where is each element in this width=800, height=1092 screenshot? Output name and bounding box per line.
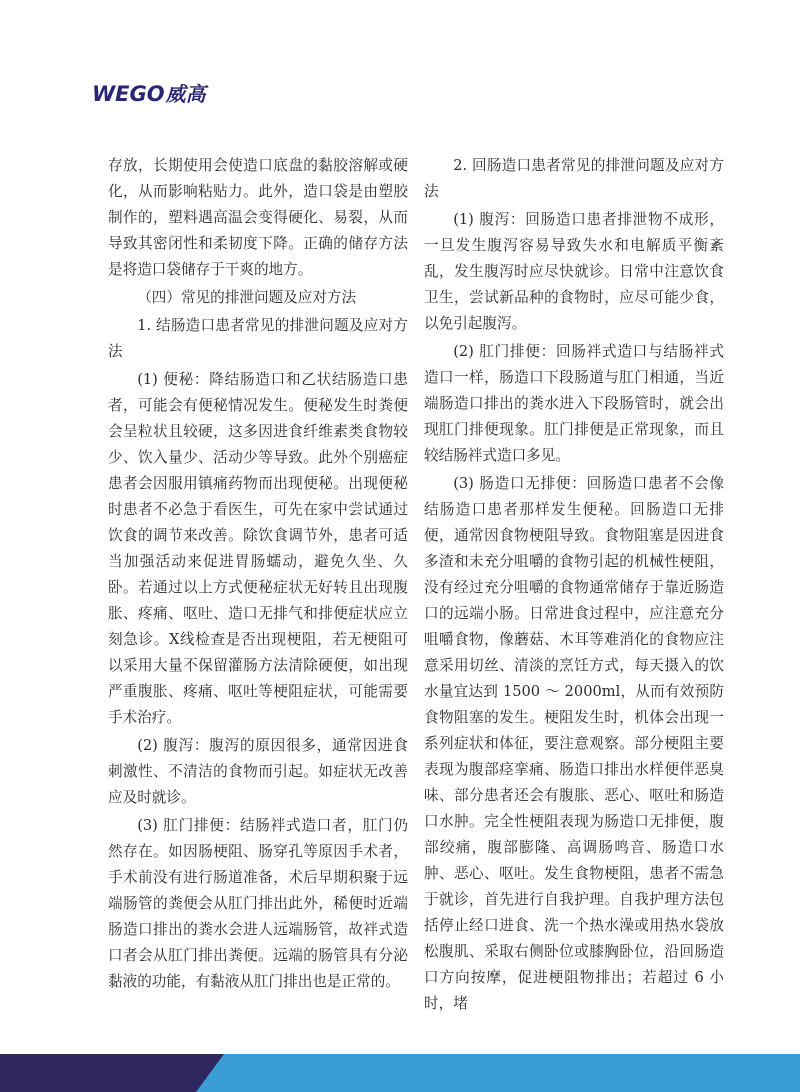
subsection-heading: 2. 回肠造口患者常见的排泄问题及应对方法 [424,157,724,200]
section-heading: （四）常见的排泄问题及应对方法 [137,289,357,306]
company-logo [92,78,206,107]
logo-latin-text: WEGO [92,82,165,106]
paragraph-no-output: (3) 肠造口无排便：回肠造口患者不会像结肠造口患者那样发生便秘。回肠造口无排便，通常因食物梗阻导致。食物阻塞是因进食多渣和未充分咀嚼的食物引起的机械性梗阻，没有经过充分咀嚼的食物通常储存于靠近肠造口的远端小肠。日常进食过程中，应注意充分咀嚼食物，像蘑菇、木耳等难消化的食物应注意采用切丝、清淡的烹饪方式，每天摄入的饮水量宜达到 1500 ～ 2000ml，从而有效预防食物阻塞的发生。梗阻发生时，机体会出现一系列症状和体征，要注意观察。部分梗阻主要表现为腹部痉挛痛、肠造口排出水样便伴恶臭味、部分患者还会有腹胀、恶心、呕吐和肠造口水肿。完全性梗阻表现为肠造口无排便，腹部绞痛，腹部膨隆、高调肠鸣音、肠造口水肿、恶心、呕吐。发生食物梗阻，患者不需急于就诊，首先进行自我护理。自我护理方法包括停止经口进食、洗一个热水澡或用热水袋放松腹肌、采取右侧卧位或膝胸卧位，沿回肠造口方向按摩，促进梗阻物排出；若超过 6 小时，堵 [424,475,724,1012]
footer-band-light [196,1054,800,1092]
paragraph-ileostomy-anal-discharge: (2) 肛门排便：回肠袢式造口与结肠袢式造口一样，肠造口下段肠道与肛门相通，当近端肠造口排出的粪水进入下段肠管时，就会出现肛门排便现象。肛门排便是正常现象，而且较结肠袢式造口多见。 [424,343,724,464]
paragraph-constipation: (1) 便秘：降结肠造口和乙状结肠造口患者，可能会有便秘情况发生。便秘发生时粪便会呈粒状且较硬，这多因进食纤维素类食物较少、饮入量少、活动少等导致。此外个别癌症患者会因服用镇痛药物而出现便秘。出现便秘时患者不必急于看医生，可先在家中尝试通过饮食的调节来改善。除饮食调节外，患者可适当加强活动来促进胃肠蠕动，避免久坐、久卧。若通过以上方式便秘症状无好转且出现腹胀、疼痛、呕吐、造口无排气和排便症状应立刻急诊。X线检查是否出现梗阻，若无梗阻可以采用大量不保留灌肠方法清除硬便，如出现严重腹胀、疼痛、呕吐等梗阻症状，可能需要手术治疗。 [108,371,408,726]
paragraph-diarrhea: (2) 腹泻：腹泻的原因很多，通常因进食刺激性、不清洁的食物而引起。如症状无改善应及时就诊。 [108,737,408,806]
subsection-heading: 1. 结肠造口患者常见的排泄问题及应对方法 [108,317,408,360]
paragraph-ileostomy-diarrhea: (1) 腹泻：回肠造口患者排泄物不成形，一旦发生腹泻容易导致失水和电解质平衡紊乱，发生腹泻时应尽快就诊。日常中注意饮食卫生，尝试新品种的食物时，应尽可能少食，以免引起腹泻。 [424,211,724,332]
paragraph-anal-discharge: (3) 肛门排便：结肠袢式造口者，肛门仍然存在。如因肠梗阻、肠穿孔等原因手术者，手术前没有进行肠道准备，术后早期积聚于远端肠管的粪便会从肛门排出此外，稀便时近端肠造口排出的粪水会进人远端肠管，故袢式造口者会从肛门排出粪便。远端的肠管具有分泌黏液的功能，有黏液从肛门排出也是正常的。 [108,817,408,990]
right-column [424,153,724,1017]
footer-band [0,1054,800,1092]
left-column [108,153,408,995]
logo-cjk-text: 威高 [165,82,206,106]
paragraph-continued: 存放，长期使用会使造口底盘的黏胶溶解或硬化，从而影响粘贴力。此外，造口袋是由塑胶制作的，塑料遇高温会变得硬化、易裂，从而导致其密闭性和柔韧度下降。正确的储存方法是将造口袋储存于干爽的地方。 [108,157,408,278]
